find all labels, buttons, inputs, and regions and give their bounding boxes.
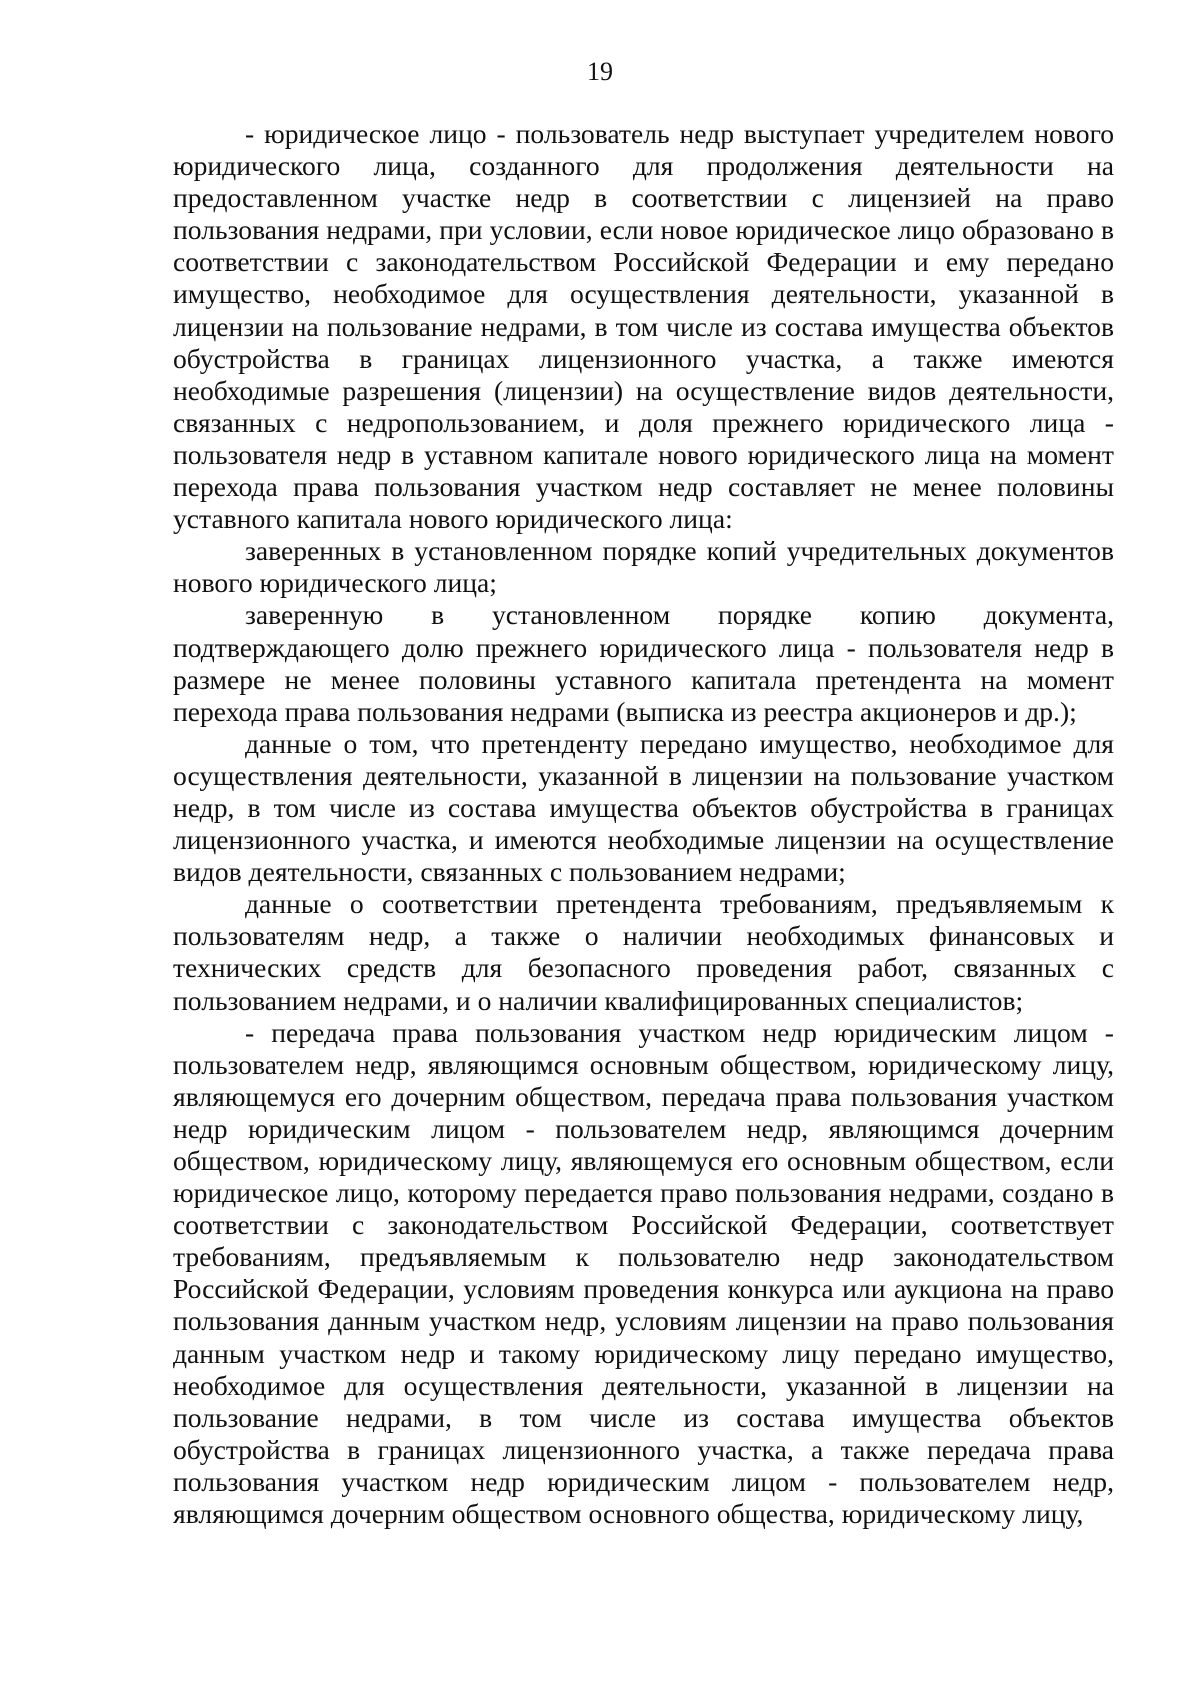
paragraph-certified-copies: заверенных в установленном порядке копий учредительных документов нового юридического лица; [173, 535, 1114, 599]
paragraph-requirements-compliance: данные о соответствии претендента требованиям, предъявляемым к пользователям недр, а также о наличии необходимых финансовых и технических средств для безопасного проведения работ, связанных с пользованием недрами, и о наличии квалифицированных специалистов; [173, 888, 1114, 1016]
page-number: 19 [587, 57, 613, 86]
paragraph-parent-subsidiary-transfer: - передача права пользования участком недр юридическим лицом - пользователем недр, являющимся основным обществом, юридическому лицу, являющемуся его дочерним обществом, передача права пользования участком недр юридическим лицом - пользователем недр, являющимся дочерним обществом, юридическому лицу, являющемуся его основным обществом, если юридическое лицо, которому передается право пользования недрами, создано в соответствии с законодательством Российской Федерации, соответствует требованиям, предъявляемым к пользователю недр законодательством Российской Федерации, условиям проведения конкурса или аукциона на право пользования данным участком недр, условиям лицензии на право пользования данным участком недр и такому юридическому лицу передано имущество, необходимое для осуществления деятельности, указанной в лицензии на пользование недрами, в том числе из состава имущества объектов обустройства в границах лицензионного участка, а также передача права пользования участком недр юридическим лицом - пользователем недр, являющимся дочерним обществом основного общества, юридическому лицу, [173, 1016, 1114, 1530]
document-body [173, 118, 1114, 1530]
paragraph-property-transfer: данные о том, что претенденту передано имущество, необходимое для осуществления деятельности, указанной в лицензии на пользование участком недр, в том числе из состава имущества объектов обустройства в границах лицензионного участка, и имеются необходимые лицензии на осуществление видов деятельности, связанных с пользованием недрами; [173, 727, 1114, 888]
paragraph-share-document: заверенную в установленном порядке копию документа, подтверждающего долю прежнего юридического лица - пользователя недр в размере не менее половины уставного капитала претендента на момент перехода права пользования недрами (выписка из реестра акционеров и др.); [173, 599, 1114, 727]
paragraph-founder-new-entity: - юридическое лицо - пользователь недр выступает учредителем нового юридического лица, созданного для продолжения деятельности на предоставленном участке недр в соответствии с лицензией на право пользования недрами, при условии, если новое юридическое лицо образовано в соответствии с законодательством Российской Федерации и ему передано имущество, необходимое для осуществления деятельности, указанной в лицензии на пользование недрами, в том числе из состава имущества объектов обустройства в границах лицензионного участка, а также имеются необходимые разрешения (лицензии) на осуществление видов деятельности, связанных с недропользованием, и доля прежнего юридического лица - пользователя недр в уставном капитале нового юридического лица на момент перехода права пользования участком недр составляет не менее половины уставного капитала нового юридического лица: [173, 118, 1114, 535]
